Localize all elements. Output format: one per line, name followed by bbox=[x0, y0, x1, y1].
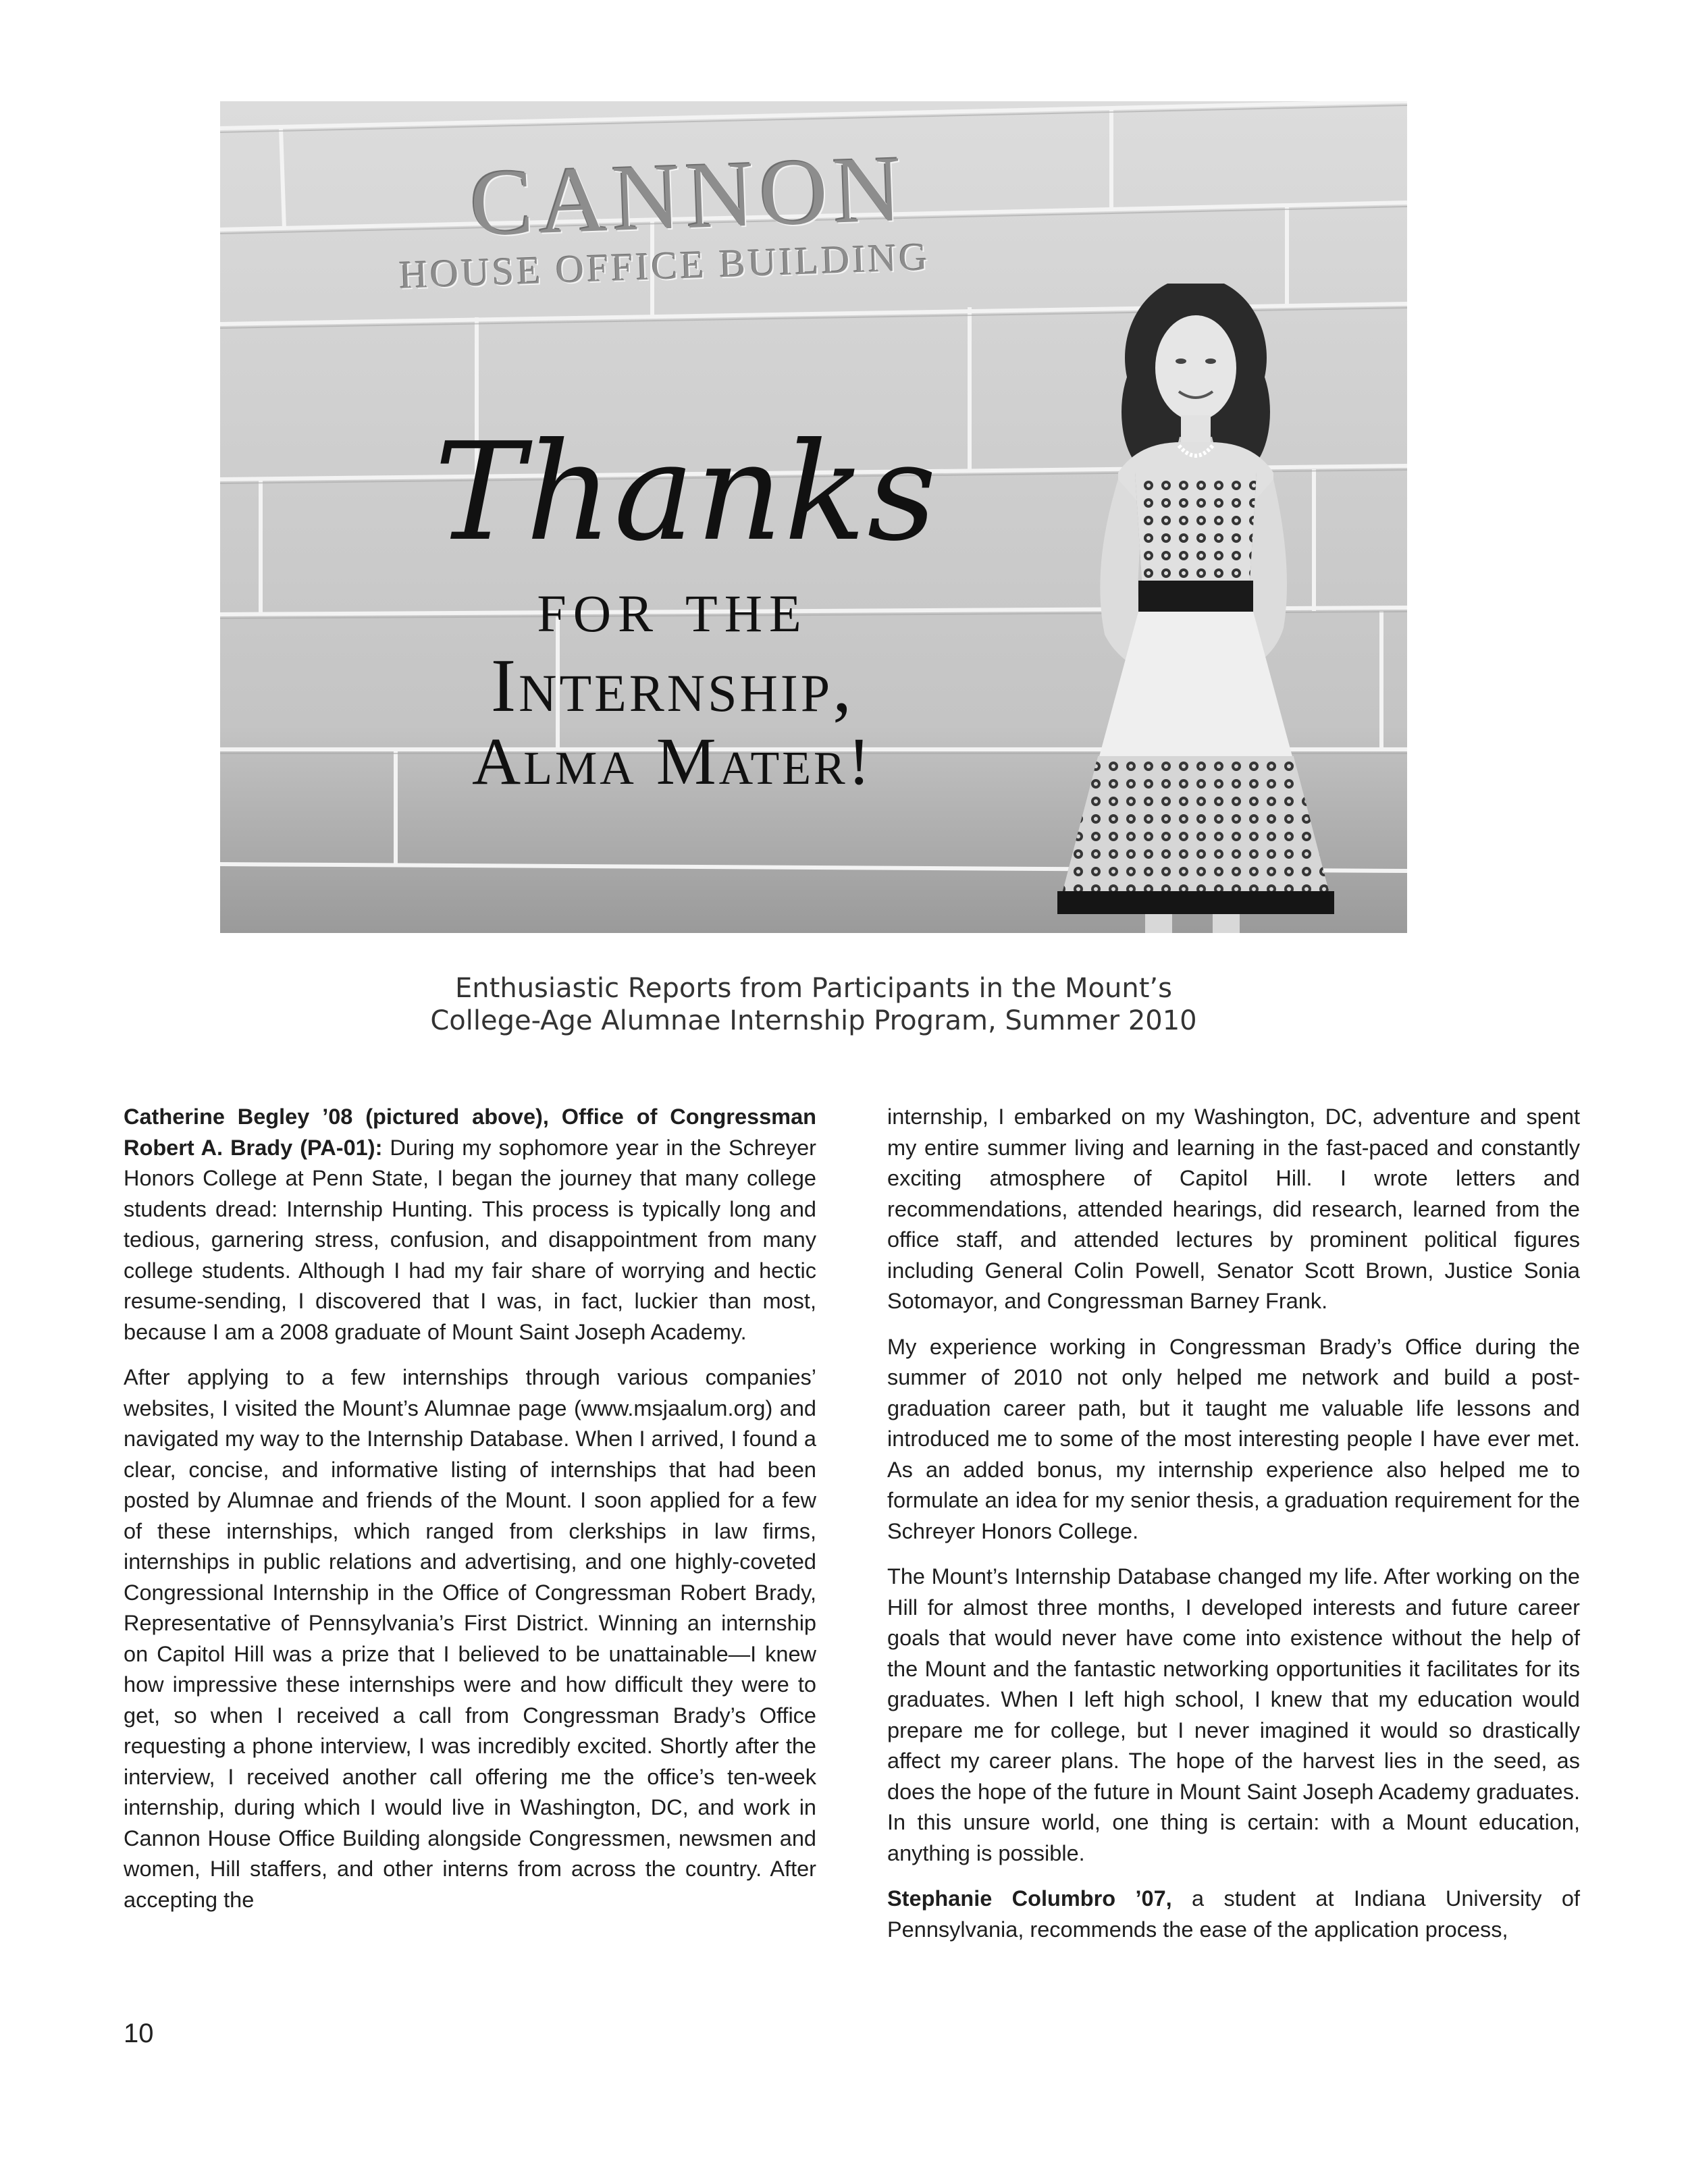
right-paragraph-4-text: a student at Indiana University of Pennsylvania, recommends the ease of the application process, bbox=[887, 1886, 1580, 1942]
engraving-cannon: CANNON bbox=[468, 136, 909, 257]
headline-line-3: Alma Mater! bbox=[472, 724, 873, 799]
left-paragraph-2: After applying to a few internships through various companies’ websites, I visited the Mount’s Alumnae page (www.msjaalum.org) and navigated my way to the Internship Database. When I arrived, I found a clear, concise, and informative listing of internships that had been posted by Alumnae and friends of the Mount. I soon applied for a few of these internships, which ranged from clerkships in law firms, internships in public relations and advertising, and one highly-coveted Congressional Internship in the Office of Congressman Robert Brady, Representative of Pennsylvania’s First District. Winning an internship on Capitol Hill was a prize that I believed to be unattainable—I knew how impressive these internships were and how difficult they were to get, so when I received a call from Congressman Brady’s Office requesting a phone interview, I was incredibly excited. Shortly after the interview, I received another call offering me the office’s ten-week internship, during which I would live in Washington, DC, and work in Cannon House Office Building alongside Congressmen, newsmen and women, Hill staffers, and other interns from across the country. After accepting the bbox=[124, 1365, 816, 1912]
right-paragraph-4-lead: Stephanie Columbro ’07, bbox=[887, 1886, 1172, 1911]
headline-script: Thanks bbox=[433, 414, 939, 571]
right-paragraph-2: My experience working in Congressman Brady’s Office during the summer of 2010 not only helped me network and build a post-graduation career path, but it taught me valuable life lessons and introduced me to some of the most interesting people I have ever met. As an added bonus, my internship experience also helped me to formulate an idea for my senior thesis, a graduation requirement for the Schreyer Honors College. bbox=[887, 1334, 1580, 1543]
subtitle-line-1: Enthusiastic Reports from Participants in the Mount’s bbox=[455, 973, 1172, 1004]
left-paragraph-1-text: During my sophomore year in the Schreyer Honors College at Penn State, I began the journey that many college students dread: Internship Hunting. This process is typically long and tedious, garnering stress, confusion, and disappointment from many college students. Although I had my fair share of worrying and hectic resume-sending, I discovered that I was, in fact, luckier than most, because I am a 2008 graduate of Mount Saint Joseph Academy. bbox=[124, 1135, 817, 1344]
subtitle-line-2: College-Age Alumnae Internship Program, Summer 2010 bbox=[430, 1005, 1197, 1036]
headline-line-1: for the bbox=[537, 564, 808, 648]
article-subtitle bbox=[203, 972, 1425, 1037]
headline bbox=[389, 414, 956, 799]
page-number: 10 bbox=[124, 2019, 154, 2048]
woman-figure-illustration bbox=[1017, 284, 1368, 933]
headline-line-2: Internship, bbox=[490, 643, 855, 728]
left-column bbox=[124, 1102, 816, 1930]
right-paragraph-4 bbox=[887, 1884, 1580, 1945]
left-paragraph-1 bbox=[124, 1102, 816, 1348]
right-column bbox=[887, 1102, 1580, 1960]
engraving-house-office-building: HOUSE OFFICE BUILDING bbox=[398, 234, 931, 297]
right-paragraph-3: The Mount’s Internship Database changed my life. After working on the Hill for almost three months, I developed interests and future career goals that would never have come into existence without the help of the Mount and the fantastic networking opportunities it facilitates for its graduates. When I left high school, I knew that my education would prepare me for college, but I never imagined it would so drastically affect my career plans. The hope of the harvest lies in the seed, as does the hope of the future in Mount Saint Joseph Academy graduates. In this unsure world, one thing is certain: with a Mount education, anything is possible. bbox=[887, 1564, 1580, 1865]
right-paragraph-1: internship, I embarked on my Washington, DC, adventure and spent my entire summer living and learning in the fast-paced and constantly exciting atmosphere of Capitol Hill. I wrote letters and recommendations, attended hearings, did research, learned from the office staff, and attended lectures by prominent political figures including General Colin Powell, Senator Scott Brown, Justice Sonia Sotomayor, and Congressman Barney Frank. bbox=[887, 1104, 1580, 1313]
header-photo bbox=[220, 101, 1407, 933]
left-paragraph-1-lead: Catherine Begley ’08 (pictured above), Office of Congressman Robert A. Brady (PA-01): bbox=[124, 1104, 816, 1160]
